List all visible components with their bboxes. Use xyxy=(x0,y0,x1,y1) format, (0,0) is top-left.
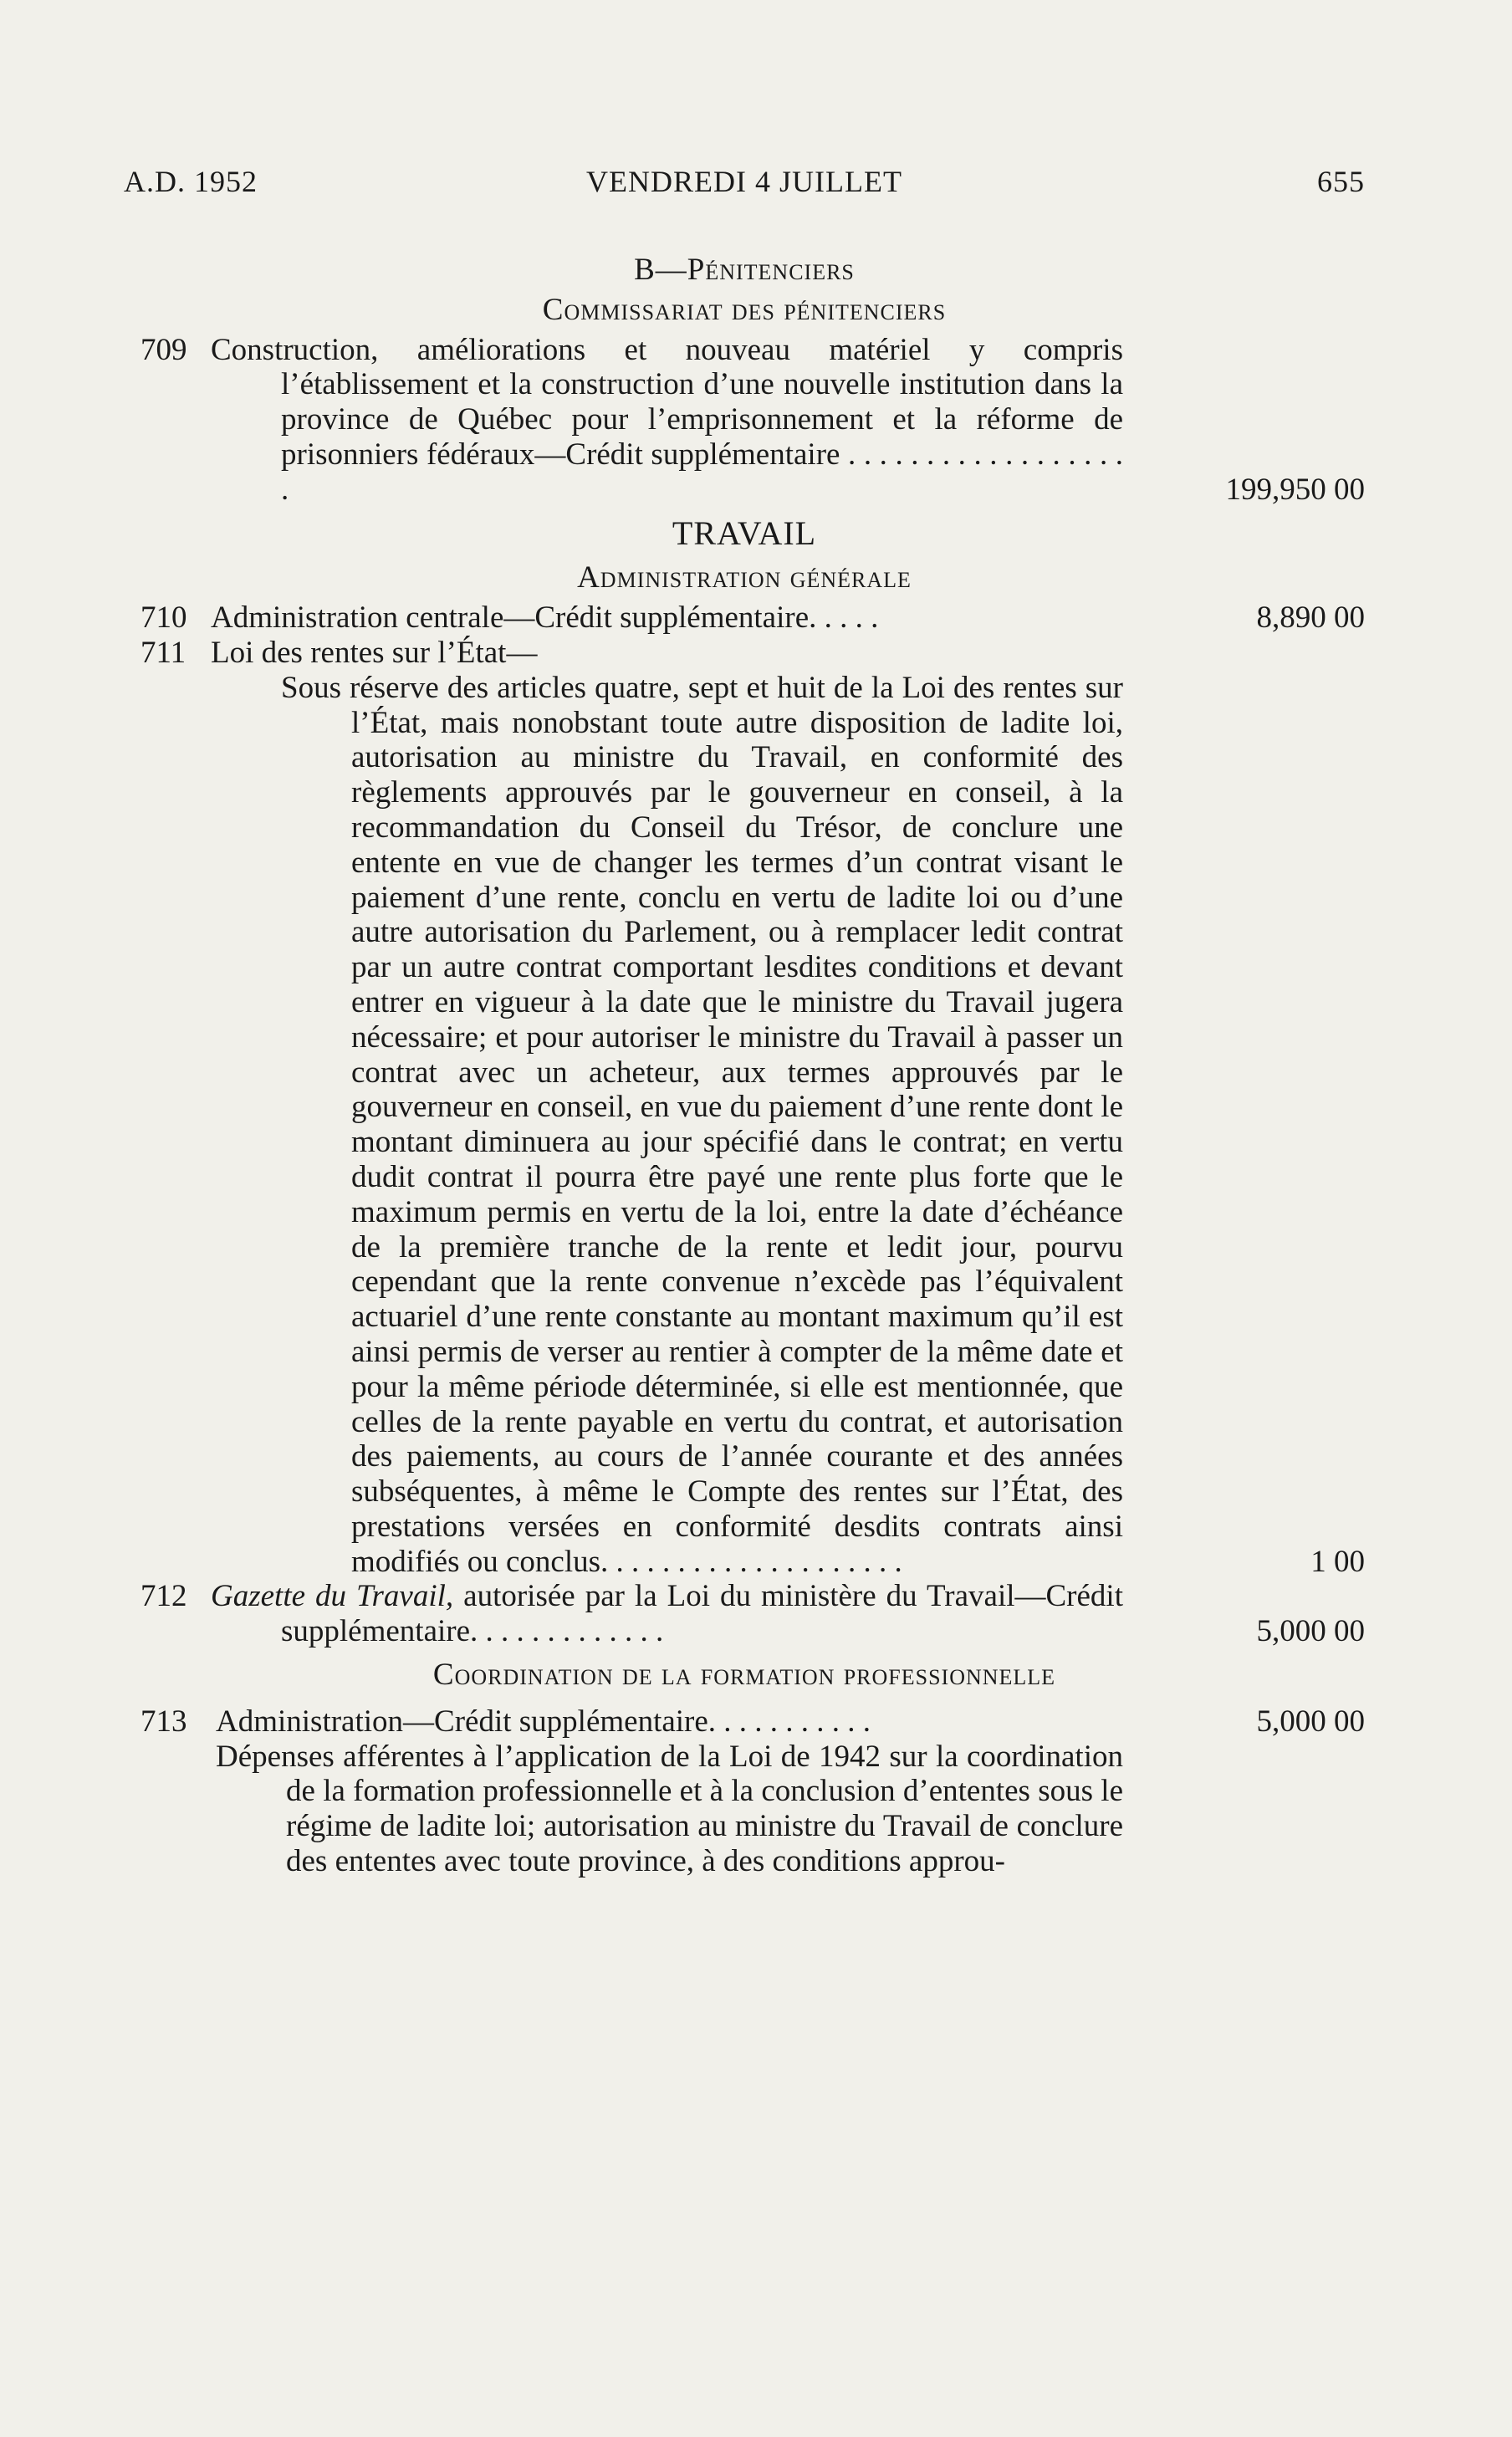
section-travail: TRAVAIL xyxy=(672,513,817,552)
item-711 xyxy=(124,636,1365,1580)
item-text: Administration—Crédit supplémentaire. . . . . . . . . . . xyxy=(216,1704,871,1739)
gazette-text: autorisée par la Loi du ministère du Travail—Crédit supplémentaire. . . . . . . . . . . . . xyxy=(281,1579,1123,1649)
item-712 xyxy=(124,1579,1365,1649)
item-number: 711 xyxy=(140,635,186,670)
item-number: 709 xyxy=(140,332,187,367)
item-amount: 199,950 00 xyxy=(1225,472,1365,507)
item-text: Construction, améliorations et nouveau matériel y compris l’établissement et la construction d’une nouvelle institution dans la province de Québec pour l’emprisonnement et la réforme de prisonniers fédéraux—Crédit supplémentaire . . . . . . . . . . . . . . . . . . . xyxy=(211,332,1123,507)
section-commissariat: Commissariat des pénitenciers xyxy=(542,292,947,327)
header-date: VENDREDI 4 JUILLET xyxy=(586,165,902,198)
item-number: 710 xyxy=(140,600,187,636)
item-amount: 5,000 00 xyxy=(1256,1704,1365,1739)
item-710 xyxy=(124,600,1365,636)
item-709 xyxy=(124,333,1365,508)
item-713 xyxy=(124,1704,1365,1879)
section-coordination: Coordination de la formation professionnelle xyxy=(432,1658,1056,1693)
item-text xyxy=(211,1579,1123,1649)
item-heading: Loi des rentes sur l’État— xyxy=(211,635,538,670)
item-paragraph: Dépenses afférentes à l’application de la Loi de 1942 sur la coordination de la formation professionnelle et à la conclusion d’ententes sous le régime de ladite loi; autorisation au ministre du Travail de conclure des ententes avec toute province, à des conditions approu- xyxy=(216,1739,1123,1879)
item-amount: 1 00 xyxy=(1310,1544,1365,1579)
page-content xyxy=(124,251,1365,1879)
item-number: 712 xyxy=(140,1579,187,1614)
gazette-title: Gazette du Travail, xyxy=(211,1579,454,1614)
item-amount: 8,890 00 xyxy=(1256,600,1365,636)
item-amount: 5,000 00 xyxy=(1256,1614,1365,1649)
item-number: 713 xyxy=(140,1704,187,1739)
header-page-number: 655 xyxy=(1317,165,1365,198)
section-penitenciers: B—Pénitenciers xyxy=(634,253,855,287)
section-administration: Administration générale xyxy=(577,560,912,595)
item-text: Administration centrale—Crédit supplémentaire. . . . . xyxy=(211,600,879,636)
item-text: Sous réserve des articles quatre, sept et huit de la Loi des rentes sur l’État, mais nonobstant toute autre disposition de ladite loi, autorisation au ministre du Travail, en conformité des règlements approuvés par le gouverneur en conseil, à la recommandation du Conseil du Trésor, de conclure une entente en vue de changer les termes d’un contrat visant le paiement d’une rente, conclu en vertu de ladite loi ou d’une autre autorisation du Parlement, ou à remplacer ledit contrat par un autre contrat comportant lesdites conditions et devant entrer en vigueur à la date que le ministre du Travail jugera nécessaire; et pour autoriser le ministre du Travail à passer un contrat avec un acheteur, aux termes approuvés par le gouverneur en conseil, en vue du paiement d’une rente dont le montant diminuera au jour spécifié dans le contrat; en vertu dudit contrat il pourra être payé une rente plus forte que le maximum permis en vertu de la loi, entre la date d’échéance de la première tranche de la rente et ledit jour, pourvu cependant que la rente convenue n’excède pas l’équivalent actuariel d’une rente constante au montant maximum qu’il est ainsi permis de verser au rentier à compter de la même date et pour la même période déterminée, si elle est mentionnée, que celles de la rente payable en vertu du contrat, et autorisation des paiements, au cours de l’année courante et des années subséquentes, à même le Compte des rentes sur l’État, des prestations versées en conformité desdits contrats ainsi modifiés ou conclus. . . . . . . . . . . . . . . . . . . . xyxy=(281,670,1123,1579)
header-year: A.D. 1952 xyxy=(124,165,258,198)
